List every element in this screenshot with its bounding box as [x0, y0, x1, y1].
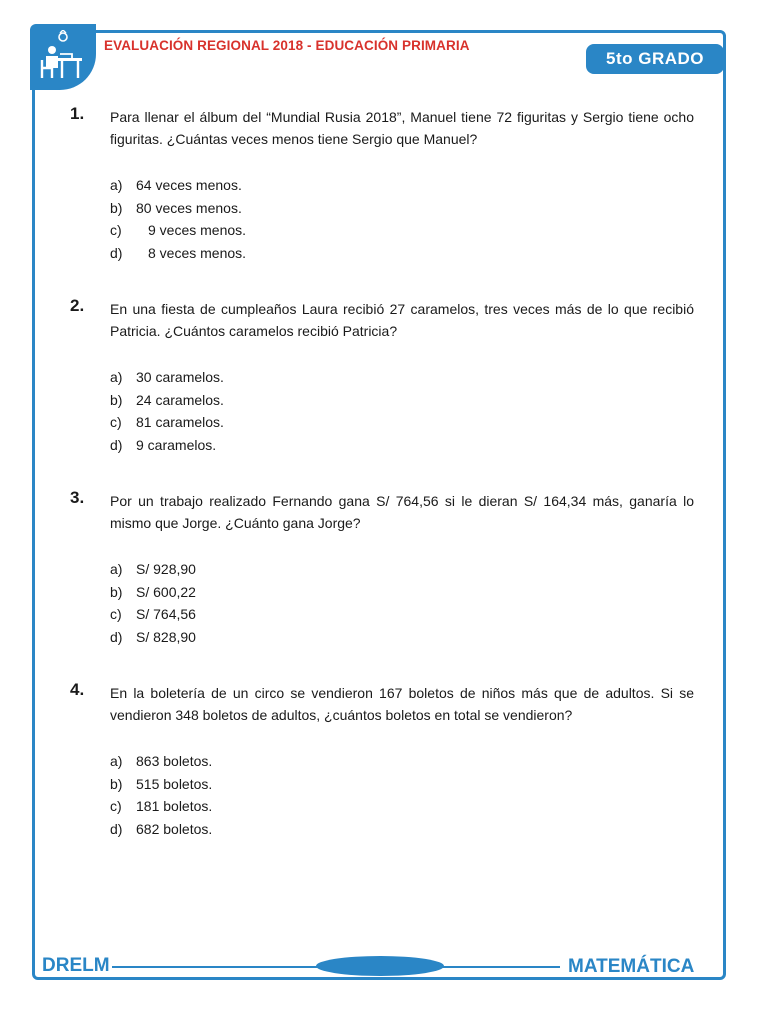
option-d — [110, 242, 698, 265]
question-1 — [70, 106, 698, 264]
option-text: 81 caramelos. — [136, 414, 224, 430]
question-list — [70, 106, 698, 840]
student-desk-icon — [38, 30, 88, 84]
option-text: S/ 600,22 — [136, 583, 196, 600]
option-letter: c) — [110, 798, 122, 814]
option-d — [110, 818, 698, 841]
option-a — [110, 174, 698, 197]
option-text: 24 caramelos. — [136, 391, 224, 408]
option-c — [110, 795, 698, 818]
option-letter: a) — [110, 753, 123, 769]
option-b — [110, 773, 698, 796]
option-text: 80 veces menos. — [136, 199, 242, 216]
footer-left-label: DRELM — [42, 955, 110, 976]
question-4 — [70, 682, 698, 840]
option-text: 515 boletos. — [136, 775, 213, 792]
option-text: 9 caramelos. — [136, 436, 217, 453]
option-b — [110, 389, 698, 412]
option-list — [110, 558, 698, 648]
option-b — [110, 581, 698, 604]
option-list — [110, 750, 698, 840]
grade-badge: 5to GRADO — [586, 44, 724, 74]
question-number: 4. — [70, 680, 85, 699]
option-text: 682 boletos. — [136, 820, 213, 837]
header-title: EVALUACIÓN REGIONAL 2018 - EDUCACIÓN PRIMARIA — [104, 38, 470, 53]
option-a — [110, 558, 698, 581]
option-text: 64 veces menos. — [136, 177, 242, 193]
option-letter: c) — [110, 222, 122, 238]
option-letter: c) — [110, 606, 122, 622]
question-number: 2. — [70, 296, 85, 315]
logo-badge — [30, 24, 96, 90]
footer-ellipse-ornament — [316, 956, 444, 976]
question-number: 1. — [70, 104, 85, 123]
question-text: En una fiesta de cumpleaños Laura recibió 27 caramelos, tres veces más de lo que recibió Patricia. ¿Cuántos caramelos recibió Patricia? — [110, 301, 694, 339]
question-2 — [70, 298, 698, 456]
option-text: 30 caramelos. — [136, 369, 224, 385]
option-letter: a) — [110, 561, 123, 577]
option-letter: b) — [110, 199, 123, 216]
question-number: 3. — [70, 488, 85, 507]
option-text: S/ 928,90 — [136, 561, 196, 577]
option-letter: c) — [110, 414, 122, 430]
question-text: Para llenar el álbum del “Mundial Rusia 2018”, Manuel tiene 72 figuritas y Sergio tiene ocho figuritas. ¿Cuántas veces menos tiene Sergio que Manuel? — [110, 109, 694, 147]
option-a — [110, 366, 698, 389]
option-text: 8 veces menos. — [148, 244, 247, 261]
option-letter: d) — [110, 820, 123, 837]
option-b — [110, 197, 698, 220]
option-list — [110, 174, 698, 264]
option-letter: b) — [110, 583, 123, 600]
option-letter: b) — [110, 391, 123, 408]
option-c — [110, 411, 698, 434]
option-text: S/ 764,56 — [136, 606, 196, 622]
question-3 — [70, 490, 698, 648]
option-c — [110, 219, 698, 242]
footer-subject-label: MATEMÁTICA — [568, 956, 695, 977]
option-letter: d) — [110, 628, 123, 645]
option-list — [110, 366, 698, 456]
question-text: En la boletería de un circo se vendieron 167 boletos de niños más que de adultos. Si se vendieron 348 boletos de adultos, ¿cuántos boletos en total se vendieron? — [110, 685, 694, 723]
option-d — [110, 434, 698, 457]
option-text: S/ 828,90 — [136, 628, 196, 645]
option-letter: a) — [110, 177, 123, 193]
option-text: 863 boletos. — [136, 753, 213, 769]
option-letter: d) — [110, 436, 123, 453]
option-text: 9 veces menos. — [148, 222, 247, 238]
option-text: 181 boletos. — [136, 798, 213, 814]
option-a — [110, 750, 698, 773]
option-letter: b) — [110, 775, 123, 792]
option-c — [110, 603, 698, 626]
question-text: Por un trabajo realizado Fernando gana S/ 764,56 si le dieran S/ 164,34 más, ganaría lo mismo que Jorge. ¿Cuánto gana Jorge? — [110, 493, 694, 531]
option-letter: d) — [110, 244, 123, 261]
option-letter: a) — [110, 369, 123, 385]
option-d — [110, 626, 698, 649]
